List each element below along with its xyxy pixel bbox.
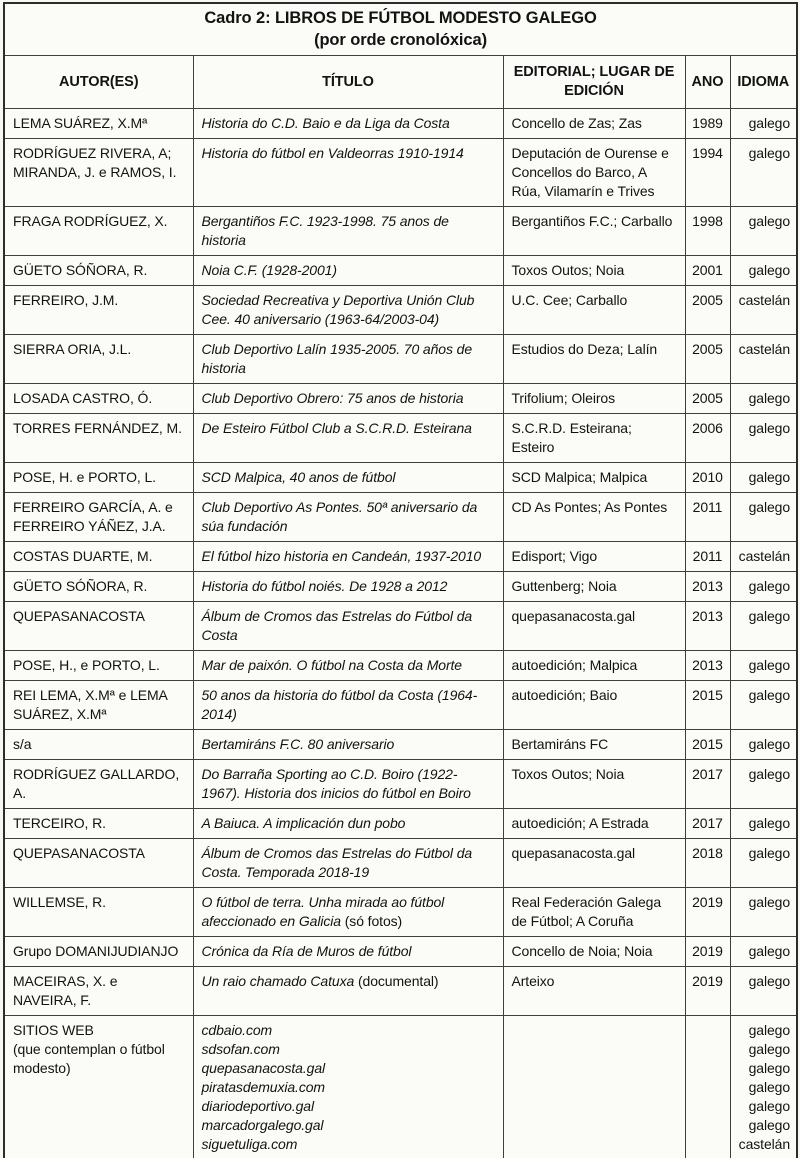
websites-editorial-cell: [503, 1016, 685, 1158]
editorial-cell: U.C. Cee; Carballo: [503, 286, 685, 335]
title-cell: [193, 335, 503, 384]
year-cell: 2005: [685, 286, 730, 335]
year-cell: 2005: [685, 384, 730, 414]
year-cell: 2018: [685, 839, 730, 888]
table-row: [4, 967, 797, 1016]
websites-year-cell: [685, 1016, 730, 1158]
language-cell: galego: [730, 809, 797, 839]
year-cell: 2019: [685, 937, 730, 967]
table-row: [4, 463, 797, 493]
table-row: [4, 335, 797, 384]
author-cell: SIERRA ORIA, J.L.: [4, 335, 193, 384]
language-cell: galego: [730, 384, 797, 414]
table-row: [4, 888, 797, 937]
language-cell: castelán: [730, 286, 797, 335]
language-cell: galego: [730, 256, 797, 286]
title-text: Historia do fútbol en Valdeorras 1910-1914: [201, 145, 464, 161]
editorial-cell: Guttenberg; Noia: [503, 572, 685, 602]
title-text: Álbum de Cromos das Estrelas do Fútbol da Costa. Temporada 2018-19: [201, 845, 473, 880]
language-cell: galego: [730, 681, 797, 730]
table-row: [4, 109, 797, 139]
editorial-cell: SCD Malpica; Malpica: [503, 463, 685, 493]
language-cell: galego: [730, 414, 797, 463]
title-text: 50 anos da historia do fútbol da Costa (1964-2014): [201, 687, 478, 722]
table-row: [4, 384, 797, 414]
editorial-cell: Edisport; Vigo: [503, 542, 685, 572]
language-cell: galego: [730, 572, 797, 602]
title-cell: [193, 602, 503, 651]
table-row: [4, 730, 797, 760]
title-text: Historia do C.D. Baio e da Liga da Costa: [201, 115, 450, 131]
year-cell: 2001: [685, 256, 730, 286]
websites-author-line1: SITIOS WEB: [13, 1022, 94, 1038]
title-text: Bertamiráns F.C. 80 aniversario: [201, 736, 395, 752]
title-text: Historia do fútbol noiés. De 1928 a 2012: [201, 578, 448, 594]
title-text: Bergantiños F.C. 1923-1998. 75 anos de historia: [201, 213, 449, 248]
author-cell: REI LEMA, X.Mª e LEMA SUÁREZ, X.Mª: [4, 681, 193, 730]
title-cell: [193, 463, 503, 493]
website-url: sdsofan.com: [201, 1041, 280, 1057]
column-header: TÍTULO: [193, 56, 503, 109]
year-cell: 2019: [685, 967, 730, 1016]
title-text: Un raio chamado Catuxa: [201, 973, 355, 989]
table-caption: [4, 3, 797, 56]
websites-language-cell: [730, 1016, 797, 1158]
language-cell: galego: [730, 109, 797, 139]
title-note: (só fotos): [340, 913, 403, 929]
table-row: [4, 207, 797, 256]
language-cell: galego: [730, 937, 797, 967]
author-cell: FERREIRO, J.M.: [4, 286, 193, 335]
language-cell: galego: [730, 602, 797, 651]
column-header: IDIOMA: [730, 56, 797, 109]
website-url: diariodeportivo.gal: [201, 1098, 315, 1114]
table-row: [4, 493, 797, 542]
table-caption-row: [4, 3, 797, 56]
title-cell: [193, 207, 503, 256]
year-cell: 1994: [685, 139, 730, 207]
websites-list-cell: [193, 1016, 503, 1158]
year-cell: 2005: [685, 335, 730, 384]
author-cell: Grupo DOMANIJUDIANJO: [4, 937, 193, 967]
title-text: Mar de paixón. O fútbol na Costa da Morte: [201, 657, 462, 673]
title-cell: [193, 256, 503, 286]
website-language: galego: [748, 1022, 791, 1038]
editorial-cell: autoedición; Baio: [503, 681, 685, 730]
author-cell: TORRES FERNÁNDEZ, M.: [4, 414, 193, 463]
websites-row: [4, 1016, 797, 1158]
author-cell: FRAGA RODRÍGUEZ, X.: [4, 207, 193, 256]
title-cell: [193, 572, 503, 602]
title-cell: [193, 493, 503, 542]
title-text: SCD Malpica, 40 anos de fútbol: [201, 469, 396, 485]
editorial-cell: CD As Pontes; As Pontes: [503, 493, 685, 542]
year-cell: 2006: [685, 414, 730, 463]
author-cell: LOSADA CASTRO, Ó.: [4, 384, 193, 414]
table-head: [4, 3, 797, 109]
table-row: [4, 681, 797, 730]
author-cell: GÜETO SÓÑORA, R.: [4, 256, 193, 286]
author-cell: POSE, H. e PORTO, L.: [4, 463, 193, 493]
language-cell: galego: [730, 493, 797, 542]
language-cell: galego: [730, 760, 797, 809]
year-cell: 2013: [685, 602, 730, 651]
title-cell: [193, 414, 503, 463]
year-cell: 2011: [685, 542, 730, 572]
title-text: Do Barraña Sporting ao C.D. Boiro (1922-1967). Historia dos inicios do fútbol en Boiro: [201, 766, 471, 801]
title-cell: [193, 384, 503, 414]
editorial-cell: quepasanacosta.gal: [503, 602, 685, 651]
website-language: galego: [748, 1098, 791, 1114]
title-note: (documental): [354, 973, 439, 989]
editorial-cell: Real Federación Galega de Fútbol; A Coruña: [503, 888, 685, 937]
year-cell: 2015: [685, 730, 730, 760]
title-text: De Esteiro Fútbol Club a S.C.R.D. Esteirana: [201, 420, 472, 436]
author-cell: GÜETO SÓÑORA, R.: [4, 572, 193, 602]
table-row: [4, 572, 797, 602]
language-cell: galego: [730, 139, 797, 207]
title-text: Club Deportivo Lalín 1935-2005. 70 años de historia: [201, 341, 473, 376]
table-row: [4, 839, 797, 888]
editorial-cell: Bertamiráns FC: [503, 730, 685, 760]
year-cell: 2010: [685, 463, 730, 493]
editorial-cell: Estudios do Deza; Lalín: [503, 335, 685, 384]
title-cell: [193, 681, 503, 730]
websites-author-line2: (que contemplan o fútbol modesto): [13, 1041, 165, 1076]
table-row: [4, 602, 797, 651]
title-cell: [193, 730, 503, 760]
column-header: EDITORIAL; LUGAR DE EDICIÓN: [503, 56, 685, 109]
author-cell: COSTAS DUARTE, M.: [4, 542, 193, 572]
table-row: [4, 256, 797, 286]
editorial-cell: Toxos Outos; Noia: [503, 256, 685, 286]
author-cell: TERCEIRO, R.: [4, 809, 193, 839]
website-language: galego: [748, 1041, 791, 1057]
title-text: Sociedad Recreativa y Deportiva Unión Club Cee. 40 aniversario (1963-64/2003-04): [201, 292, 475, 327]
title-cell: [193, 839, 503, 888]
table-row: [4, 414, 797, 463]
table-row: [4, 542, 797, 572]
editorial-cell: autoedición; A Estrada: [503, 809, 685, 839]
table-row: [4, 760, 797, 809]
table-row: [4, 809, 797, 839]
website-language: galego: [748, 1060, 791, 1076]
editorial-cell: S.C.R.D. Esteirana; Esteiro: [503, 414, 685, 463]
year-cell: 2019: [685, 888, 730, 937]
author-cell: s/a: [4, 730, 193, 760]
language-cell: galego: [730, 888, 797, 937]
table-row: [4, 651, 797, 681]
table-row: [4, 139, 797, 207]
editorial-cell: autoedición; Malpica: [503, 651, 685, 681]
year-cell: 2017: [685, 809, 730, 839]
websites-author-cell: [4, 1016, 193, 1158]
title-text: A Baiuca. A implicación dun pobo: [201, 815, 406, 831]
editorial-cell: Concello de Zas; Zas: [503, 109, 685, 139]
table-title-line1: Cadro 2: LIBROS DE FÚTBOL MODESTO GALEGO: [204, 9, 597, 27]
title-cell: [193, 542, 503, 572]
author-cell: QUEPASANACOSTA: [4, 602, 193, 651]
language-cell: galego: [730, 839, 797, 888]
year-cell: 1998: [685, 207, 730, 256]
table-title-line2: (por orde cronolóxica): [314, 31, 487, 49]
website-url: siguetuliga.com: [201, 1136, 298, 1152]
author-cell: POSE, H., e PORTO, L.: [4, 651, 193, 681]
author-cell: MACEIRAS, X. e NAVEIRA, F.: [4, 967, 193, 1016]
author-cell: RODRÍGUEZ RIVERA, A; MIRANDA, J. e RAMOS, I.: [4, 139, 193, 207]
editorial-cell: quepasanacosta.gal: [503, 839, 685, 888]
title-cell: [193, 888, 503, 937]
column-header-row: [4, 56, 797, 109]
editorial-cell: Trifolium; Oleiros: [503, 384, 685, 414]
title-text: Crónica da Ría de Muros de fútbol: [201, 943, 412, 959]
year-cell: 2015: [685, 681, 730, 730]
year-cell: 2017: [685, 760, 730, 809]
editorial-cell: Deputación de Ourense e Concellos do Barco, A Rúa, Vilamarín e Trives: [503, 139, 685, 207]
title-text: Club Deportivo As Pontes. 50ª aniversario da súa fundación: [201, 499, 478, 534]
editorial-cell: Toxos Outos; Noia: [503, 760, 685, 809]
title-cell: [193, 286, 503, 335]
website-language: galego: [748, 1079, 791, 1095]
table-row: [4, 286, 797, 335]
language-cell: galego: [730, 967, 797, 1016]
website-url: cdbaio.com: [201, 1022, 273, 1038]
title-cell: [193, 937, 503, 967]
column-header: AUTOR(ES): [4, 56, 193, 109]
title-text: Club Deportivo Obrero: 75 anos de historia: [201, 390, 464, 406]
editorial-cell: Concello de Noia; Noia: [503, 937, 685, 967]
author-cell: LEMA SUÁREZ, X.Mª: [4, 109, 193, 139]
author-cell: RODRÍGUEZ GALLARDO, A.: [4, 760, 193, 809]
language-cell: galego: [730, 463, 797, 493]
title-cell: [193, 967, 503, 1016]
books-table: [3, 2, 798, 1158]
website-language: galego: [748, 1117, 791, 1133]
year-cell: 1989: [685, 109, 730, 139]
table-body: [4, 109, 797, 1158]
title-text: O fútbol de terra. Unha mirada ao fútbol afeccionado en Galicia: [201, 894, 445, 929]
website-url: piratasdemuxia.com: [201, 1079, 325, 1095]
website-language: castelán: [738, 1136, 791, 1152]
language-cell: galego: [730, 651, 797, 681]
language-cell: castelán: [730, 335, 797, 384]
author-cell: WILLEMSE, R.: [4, 888, 193, 937]
year-cell: 2013: [685, 572, 730, 602]
title-cell: [193, 139, 503, 207]
language-cell: galego: [730, 207, 797, 256]
editorial-cell: Bergantiños F.C.; Carballo: [503, 207, 685, 256]
website-url: marcadorgalego.gal: [201, 1117, 324, 1133]
table-row: [4, 937, 797, 967]
title-cell: [193, 760, 503, 809]
editorial-cell: Arteixo: [503, 967, 685, 1016]
language-cell: galego: [730, 730, 797, 760]
title-text: Noia C.F. (1928-2001): [201, 262, 337, 278]
title-cell: [193, 651, 503, 681]
title-cell: [193, 109, 503, 139]
language-cell: castelán: [730, 542, 797, 572]
author-cell: QUEPASANACOSTA: [4, 839, 193, 888]
website-url: quepasanacosta.gal: [201, 1060, 326, 1076]
author-cell: FERREIRO GARCÍA, A. e FERREIRO YÁÑEZ, J.A.: [4, 493, 193, 542]
title-cell: [193, 809, 503, 839]
title-text: El fútbol hizo historia en Candeán, 1937-2010: [201, 548, 482, 564]
column-header: ANO: [685, 56, 730, 109]
title-text: Álbum de Cromos das Estrelas do Fútbol da Costa: [201, 608, 473, 643]
year-cell: 2011: [685, 493, 730, 542]
year-cell: 2013: [685, 651, 730, 681]
